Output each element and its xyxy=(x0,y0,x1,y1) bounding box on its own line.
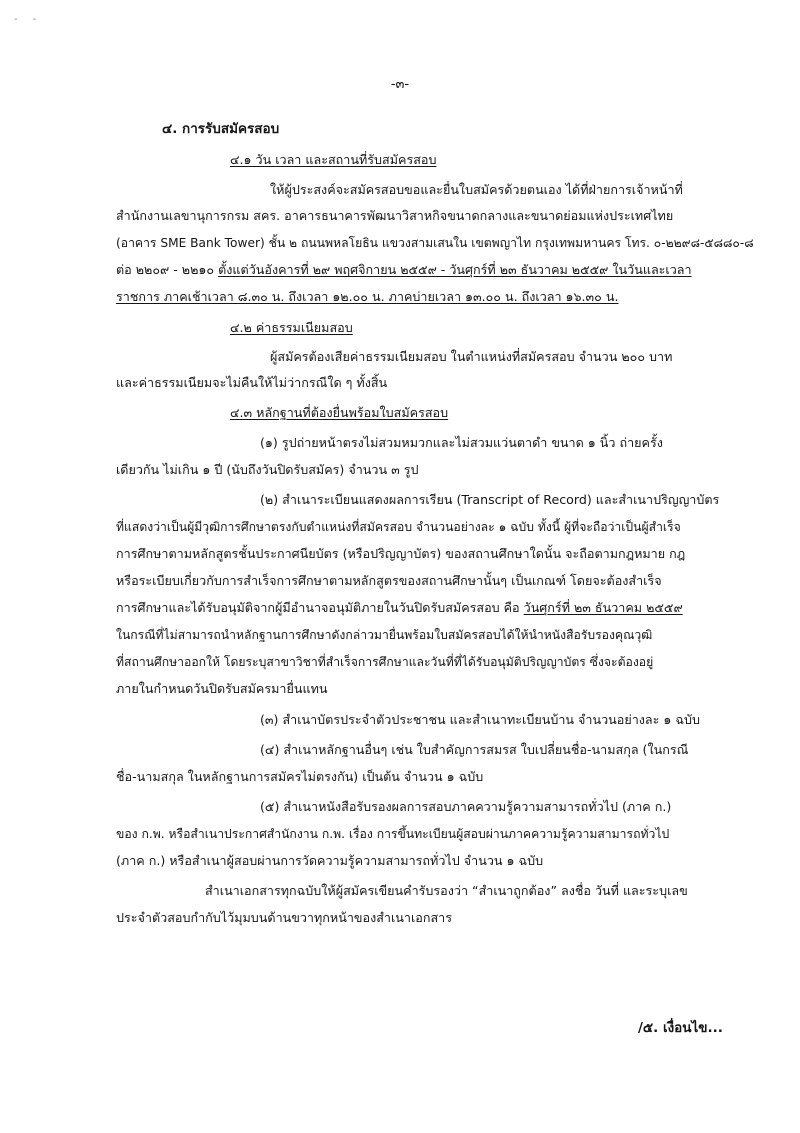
subsection-title-text: ๔.๒ ค่าธรรมเนียมสอบ xyxy=(230,320,353,335)
paragraph-line: ให้ผู้ประสงค์จะสมัครสอบขอและยื่นใบสมัครด้วยตนเอง ได้ที่ฝ่ายการเจ้าหน้าที่ xyxy=(270,182,683,197)
list-item-4: (๔) สำเนาหลักฐานอื่นๆ เช่น ใบสำคัญการสมรส ใบเปลี่ยนชื่อ-นามสกุล (ในกรณี xyxy=(260,742,689,757)
scan-mark: - ‑ xyxy=(14,14,43,25)
list-item-1: (๑) รูปถ่ายหน้าตรงไม่สวมหมวกและไม่สวมแว่นตาดำ ขนาด ๑ นิ้ว ถ่ายครั้ง xyxy=(260,435,663,450)
section-heading: ๔. การรับสมัครสอบ xyxy=(162,121,280,137)
list-item-5-cont: (ภาค ก.) หรือสำเนาผู้สอบผ่านการวัดความรู้ความสามารถทั่วไป จำนวน ๑ ฉบับ xyxy=(116,853,544,868)
subsection-title-text: ๔.๓ หลักฐานที่ต้องยื่นพร้อมใบสมัครสอบ xyxy=(230,405,449,420)
list-item-2-cont: ในกรณีที่ไม่สามารถนำหลักฐานการศึกษาดังกล่าวมายื่นพร้อมใบสมัครสอบได้ให้นำหนังสือรับรองคุณวุฒิ xyxy=(116,628,653,642)
paragraph-line xyxy=(116,260,692,280)
page-number: -๓- xyxy=(390,77,410,92)
subsection-title-4-1 xyxy=(230,150,436,170)
list-item-5: (๕) สำเนาหนังสือรับรองผลการสอบภาคความรู้ความสามารถทั่วไป (ภาค ก.) xyxy=(260,799,672,814)
list-item-2-cont: ที่แสดงว่าเป็นผู้มีวุฒิการศึกษาตรงกับตำแหน่งที่สมัครสอบ จำนวนอย่างละ ๑ ฉบับ ทั้งนี้ ผู้ที่จะถือว่าเป็นผู้สำเร็จ xyxy=(116,520,681,534)
list-item-2-cont: ภายในกำหนดวันปิดรับสมัครมายื่นแทน xyxy=(116,681,328,696)
subsection-title-4-2 xyxy=(230,318,353,338)
application-period: ตั้งแต่วันอังคารที่ ๒๙ พฤศจิกายน ๒๕๕๙ - วันศุกร์ที่ ๒๓ ธันวาคม ๒๕๕๙ ในวันและเวลา xyxy=(218,262,692,277)
list-item-2-cont: หรือระเบียบเกี่ยวกับการสำเร็จการศึกษาตามหลักสูตรของสถานศึกษานั้นๆ เป็นเกณฑ์ โดยจะต้องสำเร็จ xyxy=(116,573,662,588)
list-item-5-cont: ของ ก.พ. หรือสำเนาประกาศสำนักงาน ก.พ. เรื่อง การขึ้นทะเบียนผู้สอบผ่านภาคความรู้ความสามารถทั่วไป xyxy=(116,827,670,841)
continuation-marker: /๕. เงื่อนไข... xyxy=(638,1020,723,1036)
certification-note: สำเนาเอกสารทุกฉบับให้ผู้สมัครเขียนคำรับรองว่า “สำเนาถูกต้อง” ลงชื่อ วันที่ และระบุเลข xyxy=(205,883,688,898)
certification-note-cont: ประจำตัวสอบกำกับไว้มุมบนด้านขวาทุกหน้าของสำเนาเอกสาร xyxy=(116,910,452,925)
subsection-title-text: ๔.๑ วัน เวลา และสถานที่รับสมัครสอบ xyxy=(230,152,437,167)
list-item-4-cont: ชื่อ-นามสกุล ในหลักฐานการสมัครไม่ตรงกัน) เป็นต้น จำนวน ๑ ฉบับ xyxy=(116,769,484,784)
paragraph-line: (อาคาร SME Bank Tower) ชั้น ๒ ถนนพหลโยธิน แขวงสามเสนใน เขตพญาไท กรุงเทพมหานคร โทร. ๐-๒๒๙๘-๕๘๘๐-๘ xyxy=(116,236,754,250)
paragraph-line: ผู้สมัครต้องเสียค่าธรรมเนียมสอบ ในตำแหน่งที่สมัครสอบ จำนวน ๒๐๐ บาท xyxy=(270,349,673,364)
subsection-title-4-3 xyxy=(230,403,448,423)
phone-extension: ต่อ ๒๒๐๙ - ๒๒๑๐ xyxy=(116,262,219,277)
list-item-1-cont: เดียวกัน ไม่เกิน ๑ ปี (นับถึงวันปิดรับสมัคร) จำนวน ๓ รูป xyxy=(116,462,419,477)
list-item-3: (๓) สำเนาบัตรประจำตัวประชาชน และสำเนาทะเบียนบ้าน จำนวนอย่างละ ๑ ฉบับ xyxy=(260,712,700,727)
list-item-2-cont xyxy=(116,598,683,618)
paragraph-line: และค่าธรรมเนียมจะไม่คืนให้ไม่ว่ากรณีใด ๆ ทั้งสิ้น xyxy=(116,375,388,390)
paragraph-line: สำนักงานเลขานุการกรม สคร. อาคารธนาคารพัฒนาวิสาหกิจขนาดกลางและขนาดย่อมแห่งประเทศไทย xyxy=(116,208,674,223)
list-item-2-cont: การศึกษาตามหลักสูตรชั้นประกาศนียบัตร (หรือปริญญาบัตร) ของสถานศึกษาใดนั้น จะถือตามกฎหมาย กฎ xyxy=(116,546,686,561)
closing-date: วันศุกร์ที่ ๒๓ ธันวาคม ๒๕๕๙ xyxy=(523,600,683,615)
list-item-2: (๒) สำเนาระเบียนแสดงผลการเรียน (Transcript of Record) และสำเนาปริญญาบัตร xyxy=(260,492,720,507)
list-item-2-cont: ที่สถานศึกษาออกให้ โดยระบุสาขาวิชาที่สำเร็จการศึกษาและวันที่ที่ได้รับอนุมัติปริญญาบัตร ซึ่งจะต้องอยู่ xyxy=(116,655,654,669)
approval-text: การศึกษาและได้รับอนุมัติจากผู้มีอำนาจอนุมัติภายในวันปิดรับสมัครสอบ คือ xyxy=(116,600,524,615)
office-hours: ราชการ ภาคเช้าเวลา ๘.๓๐ น. ถึงเวลา ๑๒.๐๐ น. ภาคบ่ายเวลา ๑๓.๐๐ น. ถึงเวลา ๑๖.๓๐ น. xyxy=(116,289,619,304)
